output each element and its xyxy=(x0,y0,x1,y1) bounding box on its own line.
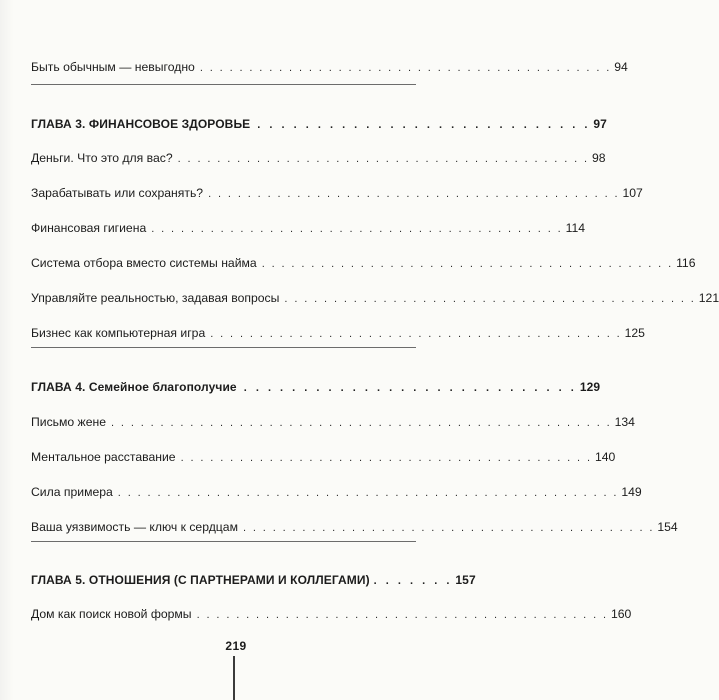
dot-leader: . . . . . . . . . . . . . . . . . . . . . . . . . . . . xyxy=(243,382,577,394)
toc-chapter-heading xyxy=(31,380,601,395)
toc-entry-page: 121 xyxy=(698,291,719,305)
page-number: 219 xyxy=(225,639,247,653)
toc-entry-title: Система отбора вместо системы найма xyxy=(31,256,257,270)
dot-leader: . . . . . . . . . . . . . . . . . . . . . . . . . . . . . . . . . . . . . . . . . . xyxy=(151,223,563,235)
toc-entry-title: Сила примера xyxy=(31,485,113,499)
dot-leader: . . . . . . . . . . . . . . . . . . . . . . . . . . . . xyxy=(257,119,591,131)
toc-entry-title: Быть обычным — невыгодно xyxy=(31,60,195,74)
dot-leader: . . . . . . . . . . . . . . . . . . . . . . . . . . . . . . . . . . . . . . . . . . xyxy=(196,609,608,621)
toc-chapter-title: ГЛАВА 5. ОТНОШЕНИЯ (С ПАРТНЕРАМИ И КОЛЛЕГАМИ) xyxy=(31,573,370,587)
toc-chapter-title: ГЛАВА 4. Семейное благополучие xyxy=(31,380,237,394)
toc-chapter-page: 97 xyxy=(593,117,607,131)
toc-entry-title: Деньги. Что это для вас? xyxy=(31,151,173,165)
toc-entry-page: 154 xyxy=(657,520,678,534)
section-divider xyxy=(31,84,416,85)
toc-chapter-title: ГЛАВА 3. ФИНАНСОВОЕ ЗДОРОВЬЕ xyxy=(31,117,251,131)
toc-entry xyxy=(31,520,678,535)
toc-entry xyxy=(31,186,643,201)
toc-chapter-heading xyxy=(31,573,476,588)
dot-leader: . . . . . . . . . . . . . . . . . . . . . . . . . . . . . . . . . . . . . . . . . . xyxy=(208,188,620,200)
toc-entry xyxy=(31,151,606,166)
toc-entry xyxy=(31,415,635,430)
dot-leader: . . . . . . . . . . . . . . . . . . . . . . . . . . . . . . . . . . . . . . . . . . xyxy=(210,328,622,340)
toc-entry-title: Ментальное расставание xyxy=(31,450,176,464)
toc-entry-page: 125 xyxy=(624,326,645,340)
toc-entry xyxy=(31,221,586,236)
dot-leader: . . . . . . . . . . . . . . . . . . . . . . . . . . . . . . . . . . . . . . . . . . xyxy=(242,522,655,534)
toc-entry-title: Дом как поиск новой формы xyxy=(31,607,192,621)
toc-chapter-page: 157 xyxy=(455,573,476,587)
toc-entry-title: Письмо жене xyxy=(31,415,106,429)
dot-leader: . . . . . . . . . . . . . . . . . . . . . . . . . . . . . . . . . . . . . . . . . . xyxy=(177,153,590,165)
toc-entry-page: 134 xyxy=(614,415,635,429)
dot-leader: . . . . . . . . . . . . . . . . . . . . . . . . . . . . . . . . . . . . . . . . . . . . . . . . . . . xyxy=(117,487,619,499)
toc-entry-title: Ваша уязвимость — ключ к сердцам xyxy=(31,520,238,534)
toc-entry xyxy=(31,485,642,500)
dot-leader: . . . . . . . . . . . . . . . . . . . . . . . . . . . . . . . . . . . . . . . . . . xyxy=(180,452,592,464)
toc-chapter-page: 129 xyxy=(579,380,601,394)
toc-entry-page: 160 xyxy=(610,607,632,621)
toc-entry-page: 114 xyxy=(565,221,586,235)
dot-leader: . . . . . . . xyxy=(373,575,453,587)
toc-entry-page: 107 xyxy=(622,186,643,200)
toc-entry-title: Бизнес как компьютерная игра xyxy=(31,326,206,340)
toc-entry-title: Зарабатывать или сохранять? xyxy=(31,186,204,200)
toc-entry-title: Управляйте реальностью, задавая вопросы xyxy=(31,291,280,305)
toc-entry xyxy=(31,291,719,306)
toc-entry xyxy=(31,256,696,271)
dot-leader: . . . . . . . . . . . . . . . . . . . . . . . . . . . . . . . . . . . . . . . . . . xyxy=(261,258,674,270)
toc-entry-page: 149 xyxy=(621,485,642,499)
section-divider xyxy=(31,541,416,542)
page-number-rule xyxy=(233,656,235,700)
toc-entry xyxy=(31,326,645,341)
dot-leader: . . . . . . . . . . . . . . . . . . . . . . . . . . . . . . . . . . . . . . . . . . . . . . . . . . . xyxy=(111,417,612,429)
toc-entry-page: 94 xyxy=(614,60,628,74)
toc-entry xyxy=(31,60,628,75)
dot-leader: . . . . . . . . . . . . . . . . . . . . . . . . . . . . . . . . . . . . . . . . . . xyxy=(284,293,696,305)
section-divider xyxy=(31,347,416,348)
toc-entry xyxy=(31,450,616,465)
toc-entry-page: 98 xyxy=(592,151,606,165)
dot-leader: . . . . . . . . . . . . . . . . . . . . . . . . . . . . . . . . . . . . . . . . . . xyxy=(199,62,612,74)
toc-entry xyxy=(31,607,632,622)
toc-chapter-heading xyxy=(31,117,607,132)
toc-entry-page: 140 xyxy=(594,450,616,464)
toc-entry-page: 116 xyxy=(676,256,696,270)
toc-entry-title: Финансовая гигиена xyxy=(31,221,147,235)
